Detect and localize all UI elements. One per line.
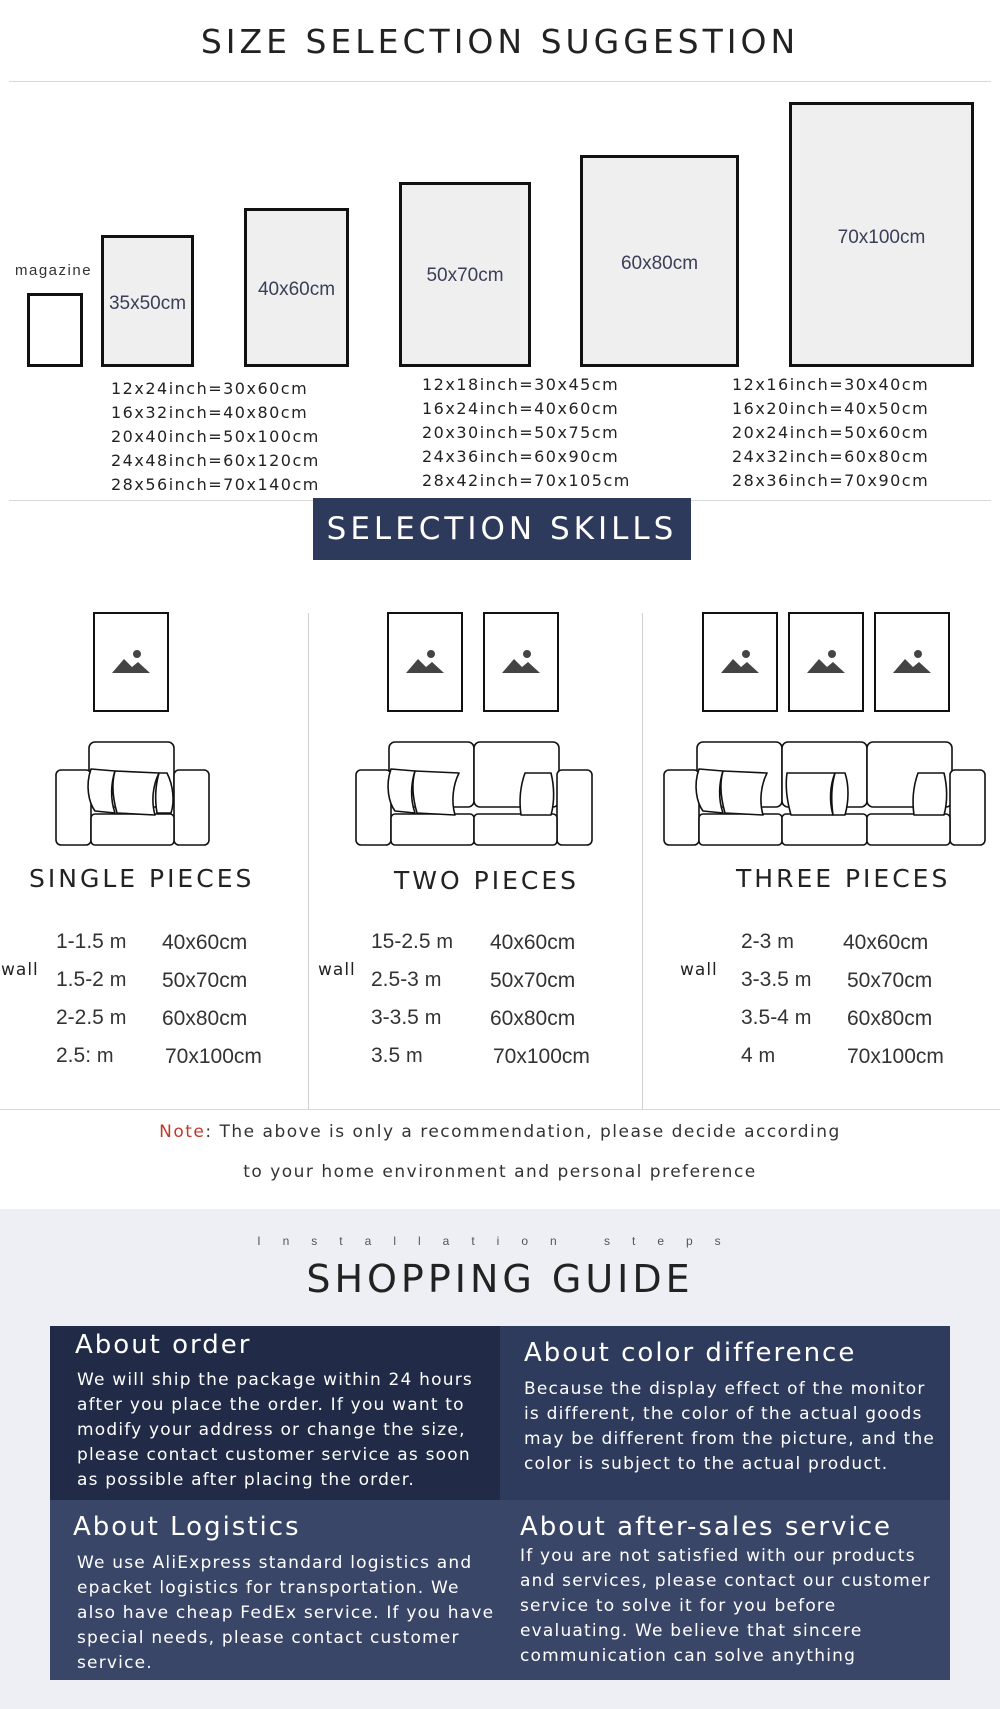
about-logistics-box xyxy=(50,1500,500,1680)
frame-size: 60x80cm xyxy=(490,1007,576,1030)
wall-range: 2-2.5 m xyxy=(56,1006,127,1029)
about-after-sales-title: About after-sales service xyxy=(520,1512,893,1542)
size-list-item: 12x16inch=30x40cm xyxy=(732,375,930,394)
about-color-difference-box xyxy=(500,1326,950,1500)
shopping-guide-title: SHOPPING GUIDE xyxy=(306,1257,694,1301)
about-logistics-title: About Logistics xyxy=(73,1512,301,1542)
size-list-item: 24x36inch=60x90cm xyxy=(422,447,620,466)
about-order-text: We will ship the package within 24 hours after you place the order. If you want to modify your address or change the size, please contact customer service as soon as possible after placing the order. xyxy=(77,1370,473,1490)
two-seat-sofa-icon xyxy=(355,741,593,847)
artwork-frame xyxy=(93,612,169,712)
size-list-item: 24x32inch=60x80cm xyxy=(732,447,930,466)
about-color-difference-text: Because the display effect of the monitor is different, the color of the actual goods may be different from the picture, and the color is subject to the actual product. xyxy=(524,1379,936,1474)
about-order-box xyxy=(50,1326,500,1500)
frame-size: 70x100cm xyxy=(493,1045,590,1068)
frame-50x70 xyxy=(399,182,531,367)
wall-range: 3-3.5 m xyxy=(371,1006,442,1029)
column-divider xyxy=(308,613,309,1110)
selection-skills-banner: SELECTION SKILLS xyxy=(313,498,691,560)
frame-size-label: 50x70cm xyxy=(426,265,504,286)
size-selection-title: SIZE SELECTION SUGGESTION xyxy=(200,22,800,61)
about-order-title: About order xyxy=(75,1330,252,1360)
size-list-group-1 xyxy=(111,377,320,497)
note-label: Note xyxy=(159,1122,206,1142)
artwork-frame xyxy=(483,612,559,712)
frame-size-label: 70x100cm xyxy=(837,227,926,248)
note-text-line-2: to your home environment and personal preference xyxy=(243,1162,757,1182)
two-pieces-title: TWO PIECES xyxy=(394,866,579,895)
size-list-item: 16x20inch=40x50cm xyxy=(732,399,930,418)
size-list-item: 28x56inch=70x140cm xyxy=(111,475,320,494)
frame-size-label: 60x80cm xyxy=(620,253,699,274)
frame-70x100 xyxy=(789,102,974,367)
frame-size: 50x70cm xyxy=(162,969,248,992)
frame-size: 60x80cm xyxy=(162,1007,248,1030)
picture-icon xyxy=(891,647,933,677)
frame-size: 40x60cm xyxy=(490,931,576,954)
wall-range: 2.5-3 m xyxy=(371,968,442,991)
frame-size: 50x70cm xyxy=(490,969,576,992)
installation-steps-subtitle: Installation steps xyxy=(257,1234,743,1248)
artwork-frame xyxy=(788,612,864,712)
size-list-item: 20x30inch=50x75cm xyxy=(422,423,620,442)
size-list-item: 20x40inch=50x100cm xyxy=(111,427,320,446)
wall-range: 2.5: m xyxy=(56,1044,114,1067)
artwork-frame xyxy=(387,612,463,712)
wall-range: 3-3.5 m xyxy=(741,968,812,991)
note-text: Note: The above is only a recommendation, please decide according xyxy=(159,1122,841,1142)
picture-icon xyxy=(500,647,542,677)
frame-size: 60x80cm xyxy=(847,1007,933,1030)
armchair-icon xyxy=(55,741,210,847)
magazine-label: magazine xyxy=(15,262,93,279)
about-after-sales-box xyxy=(500,1500,950,1680)
picture-icon xyxy=(805,647,847,677)
size-list-item: 28x36inch=70x90cm xyxy=(732,471,930,490)
column-divider xyxy=(642,613,643,1110)
divider xyxy=(9,81,991,82)
artwork-frame xyxy=(874,612,950,712)
about-after-sales-text: If you are not satisfied with our products and services, please contact our customer service to solve it for you before evaluating. We believe that sincere communication can solve anything xyxy=(520,1546,931,1666)
frame-size: 40x60cm xyxy=(162,931,248,954)
wall-range: 1.5-2 m xyxy=(56,968,127,991)
divider xyxy=(0,1109,1000,1110)
size-list-item: 20x24inch=50x60cm xyxy=(732,423,930,442)
size-list-group-2 xyxy=(422,373,631,493)
frame-size-label: 40x60cm xyxy=(257,279,336,300)
size-list-item: 12x24inch=30x60cm xyxy=(111,379,309,398)
wall-range: 2-3 m xyxy=(741,930,794,953)
size-list-item: 12x18inch=30x45cm xyxy=(422,375,620,394)
size-list-item: 24x48inch=60x120cm xyxy=(111,451,320,470)
wall-label: wall xyxy=(318,960,356,980)
size-list-item: 16x24inch=40x60cm xyxy=(422,399,620,418)
size-list-item: 16x32inch=40x80cm xyxy=(111,403,309,422)
artwork-frame xyxy=(702,612,778,712)
picture-icon xyxy=(110,647,152,677)
size-list-group-3 xyxy=(732,373,929,493)
size-list-item: 28x42inch=70x105cm xyxy=(422,471,631,490)
frame-size: 50x70cm xyxy=(847,969,933,992)
picture-icon xyxy=(719,647,761,677)
picture-icon xyxy=(404,647,446,677)
wall-label: wall xyxy=(1,960,39,980)
frame-size: 70x100cm xyxy=(165,1045,262,1068)
wall-range: 3.5 m xyxy=(371,1044,423,1067)
wall-range: 15-2.5 m xyxy=(371,930,454,953)
frame-35x50 xyxy=(101,235,194,367)
magazine-frame xyxy=(27,293,83,367)
about-logistics-text: We use AliExpress standard logistics and epacket logistics for transportation. We also have cheap FedEx service. If you have special needs, please contact customer service. xyxy=(77,1553,495,1673)
wall-range: 4 m xyxy=(741,1044,776,1067)
wall-range: 1-1.5 m xyxy=(56,930,127,953)
frame-60x80 xyxy=(580,155,739,367)
wall-label: wall xyxy=(680,960,718,980)
frame-size: 70x100cm xyxy=(847,1045,944,1068)
about-color-difference-title: About color difference xyxy=(524,1338,857,1368)
frame-40x60 xyxy=(244,208,349,367)
frame-size-label: 35x50cm xyxy=(108,293,187,314)
three-pieces-title: THREE PIECES xyxy=(736,864,951,893)
frame-size: 40x60cm xyxy=(843,931,929,954)
single-pieces-title: SINGLE PIECES xyxy=(29,864,255,893)
three-seat-sofa-icon xyxy=(663,741,986,847)
wall-range: 3.5-4 m xyxy=(741,1006,812,1029)
